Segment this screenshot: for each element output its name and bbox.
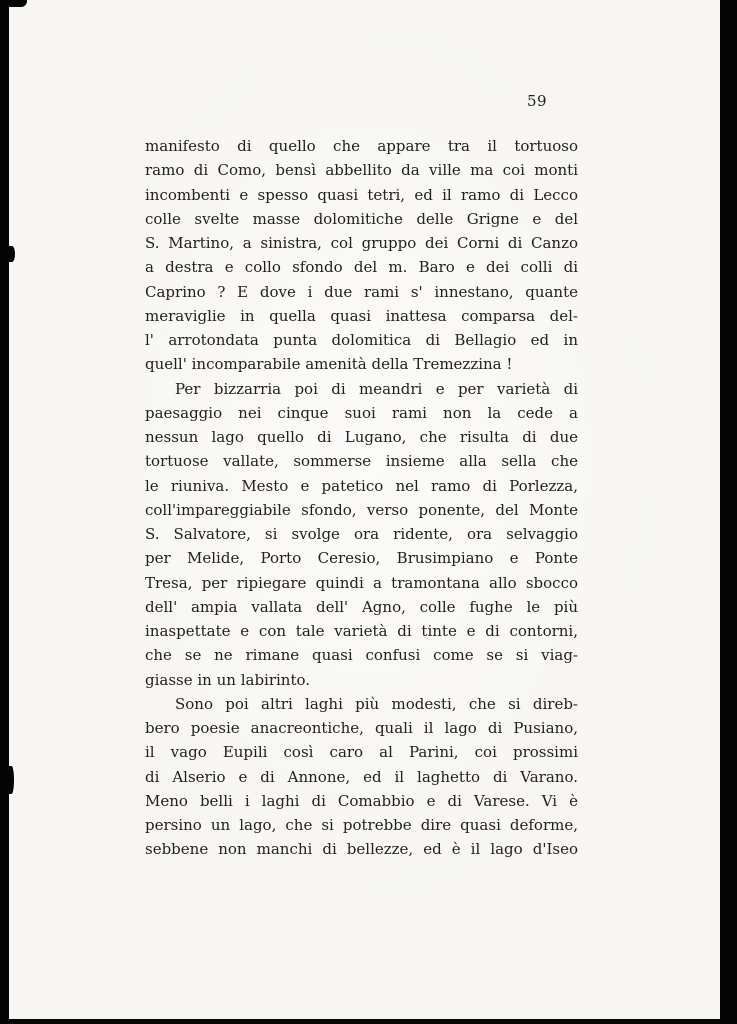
scan-blemish-top-left — [0, 0, 27, 7]
text-line: inaspettate e con tale varietà di tinte e di contorni, — [145, 622, 578, 640]
text-line: coll'impareggiabile sfondo, verso ponente, del Monte — [145, 500, 578, 519]
text-line: le riuniva. Mesto e patetico nel ramo di Porlezza, — [145, 476, 578, 495]
scan-blemish-left-lower — [9, 766, 14, 794]
text-line: incombenti e spesso quasi tetri, ed il ramo di Lecco — [145, 185, 578, 204]
text-line: S. Salvatore, si svolge ora ridente, ora selvaggio — [145, 525, 578, 543]
text-line: nessun lago quello di Lugano, che risulta di due — [145, 428, 578, 446]
text-line: ramo di Como, bensì abbellito da ville ma coi monti — [145, 161, 578, 180]
text-line: paesaggio nei cinque suoi rami non la cede a — [145, 403, 578, 422]
text-line: l' arrotondata punta dolomitica di Bellagio ed in — [145, 331, 578, 349]
text-line: il vago Eupili così caro al Parini, coi prossimi — [145, 743, 578, 762]
text-line: Caprino ? E dove i due rami s' innestano, quante — [145, 282, 578, 301]
text-line: Tresa, per ripiegare quindi a tramontana allo sbocco — [145, 573, 578, 592]
page-body-text — [145, 134, 578, 862]
paragraph — [145, 692, 578, 862]
text-line: S. Martino, a sinistra, col gruppo dei Corni di Canzo — [145, 234, 578, 252]
text-line: per Melide, Porto Ceresio, Brusimpiano e Ponte — [145, 549, 578, 568]
text-line: meraviglie in quella quasi inattesa comparsa del- — [145, 306, 578, 325]
text-line: giasse in un labirinto. — [145, 670, 311, 689]
text-line: Sono poi altri laghi più modesti, che si direb- — [175, 694, 578, 713]
text-line: quell' incomparabile amenità della Tremezzina ! — [145, 355, 513, 374]
scan-edge-left — [0, 0, 9, 1024]
page-number: 59 — [527, 92, 548, 110]
scan-blemish-left-upper — [9, 246, 15, 262]
scan-edge-right — [720, 0, 737, 1024]
text-line: Per bizzarria poi di meandri e per varietà di — [175, 379, 578, 398]
text-line: di Alserio e di Annone, ed il laghetto di Varano. — [145, 767, 578, 786]
text-line: manifesto di quello che appare tra il tortuoso — [145, 137, 578, 155]
text-line: che se ne rimane quasi confusi come se si viag- — [145, 646, 578, 665]
scan-edge-bottom — [0, 1019, 737, 1024]
text-line: dell' ampia vallata dell' Agno, colle fughe le più — [145, 597, 578, 616]
text-line: Meno belli i laghi di Comabbio e di Varese. Vi è — [145, 791, 578, 810]
paragraph — [145, 134, 578, 377]
text-line: tortuose vallate, sommerse insieme alla sella che — [145, 452, 578, 471]
text-line: a destra e collo sfondo del m. Baro e dei colli di — [145, 258, 578, 277]
paragraph — [145, 377, 578, 692]
text-line: bero poesie anacreontiche, quali il lago di Pusiano, — [145, 719, 578, 737]
text-line: persino un lago, che si potrebbe dire quasi deforme, — [145, 816, 578, 834]
text-line: sebbene non manchi di bellezze, ed è il lago d'Iseo — [145, 840, 578, 859]
text-line: colle svelte masse dolomitiche delle Grigne e del — [145, 209, 578, 228]
